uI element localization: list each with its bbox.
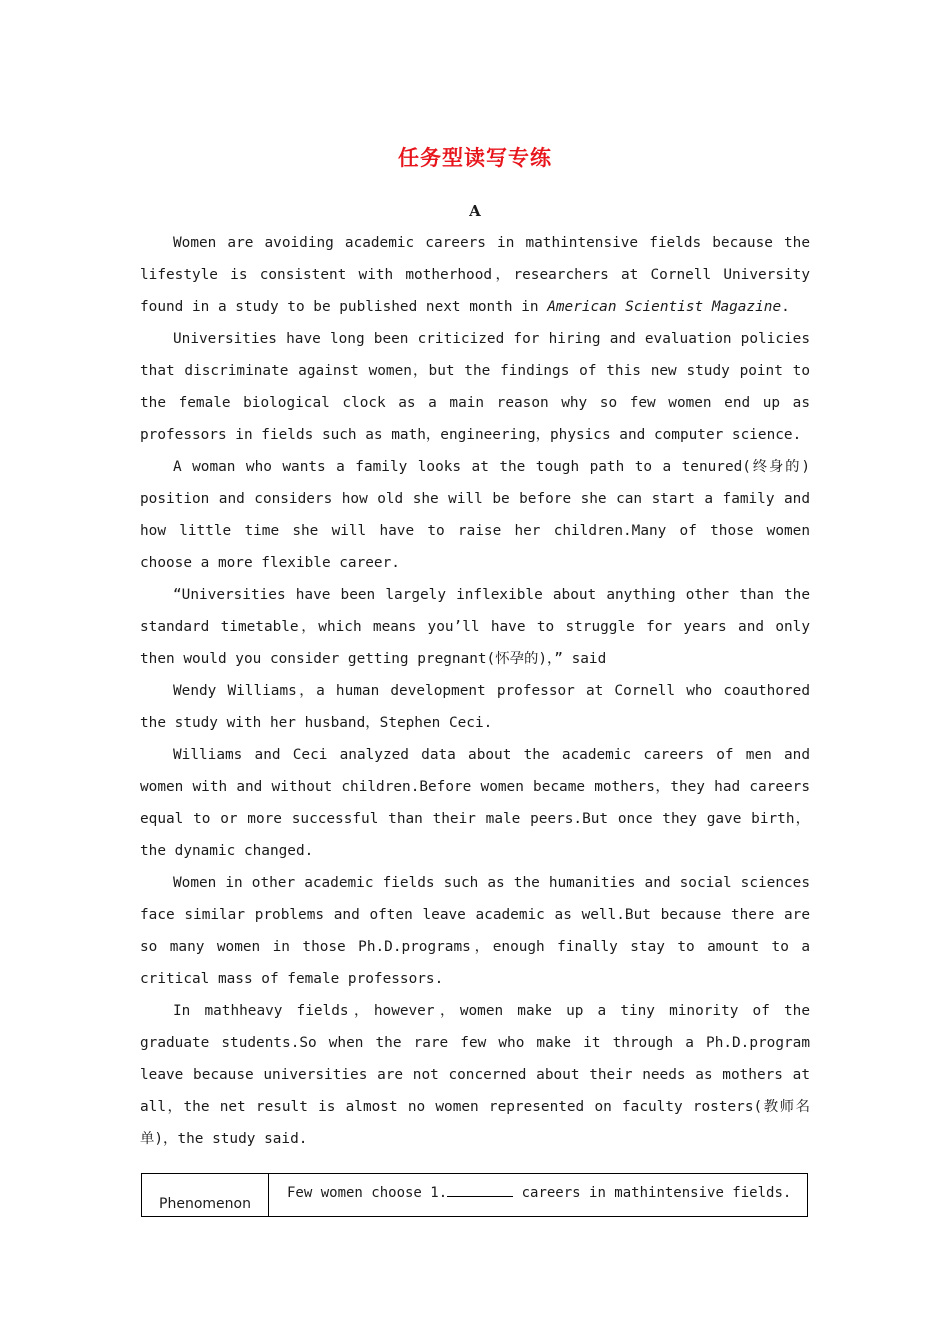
paragraph-3: A woman who wants a family looks at the tough path to a tenured(终身的) position and considers how old she will be before she can start a family and how little time she will have to raise her children.Many of those women choose a more flexible career. (140, 459, 810, 571)
paragraph-7: Women in other academic fields such as the humanities and social sciences face similar problems and often leave academic as well.But because there are so many women in those Ph.D.programs，enough finally stay to amount to a critical mass of female professors. (140, 875, 810, 987)
row-text-after: careers in mathintensive fields. (513, 1184, 792, 1201)
answer-blank-1[interactable] (447, 1184, 513, 1197)
row-text-before: Few women choose 1. (287, 1184, 448, 1201)
table-row (142, 1174, 808, 1217)
paragraph-1-text: Women are avoiding academic careers in mathintensive fields because the lifestyle is consistent with motherhood，researchers at Cornell University found in a study to be published next month in (140, 235, 810, 315)
answer-table (141, 1173, 808, 1217)
row-content (269, 1174, 808, 1217)
paragraph-8: In mathheavy fields，however，women make up a tiny minority of the graduate students.So when the rare few who make it through a Ph.D.program leave because universities are not concerned about their needs as mothers at all，the net result is almost no women represented on faculty rosters(教师名单)，the study said. (140, 1003, 810, 1147)
magazine-title: American Scientist Magazine (547, 299, 782, 315)
section-heading: A (469, 202, 481, 220)
page-title: 任务型读写专练 (398, 146, 552, 170)
paragraph-2: Universities have long been criticized for hiring and evaluation policies that discriminate against women，but the findings of this new study point to the female biological clock as a main reason why so few women end up as professors in fields such as math，engineering，physics and computer science. (140, 331, 810, 443)
passage (140, 227, 810, 1155)
paragraph-1 (140, 227, 810, 323)
paragraph-5: Wendy Williams，a human development professor at Cornell who coauthored the study with her husband，Stephen Ceci. (140, 683, 810, 731)
paragraph-6: Williams and Ceci analyzed data about the academic careers of men and women with and without children.Before women became mothers，they had careers equal to or more successful than their male peers.But once they gave birth，the dynamic changed. (140, 747, 810, 859)
paragraph-1-end: . (781, 299, 790, 315)
row-label: Phenomenon (142, 1174, 269, 1217)
paragraph-4: “Universities have been largely inflexible about anything other than the standard timetable，which means you’ll have to struggle for years and only then would you consider getting pregnant(怀孕的)，” said (140, 587, 810, 667)
